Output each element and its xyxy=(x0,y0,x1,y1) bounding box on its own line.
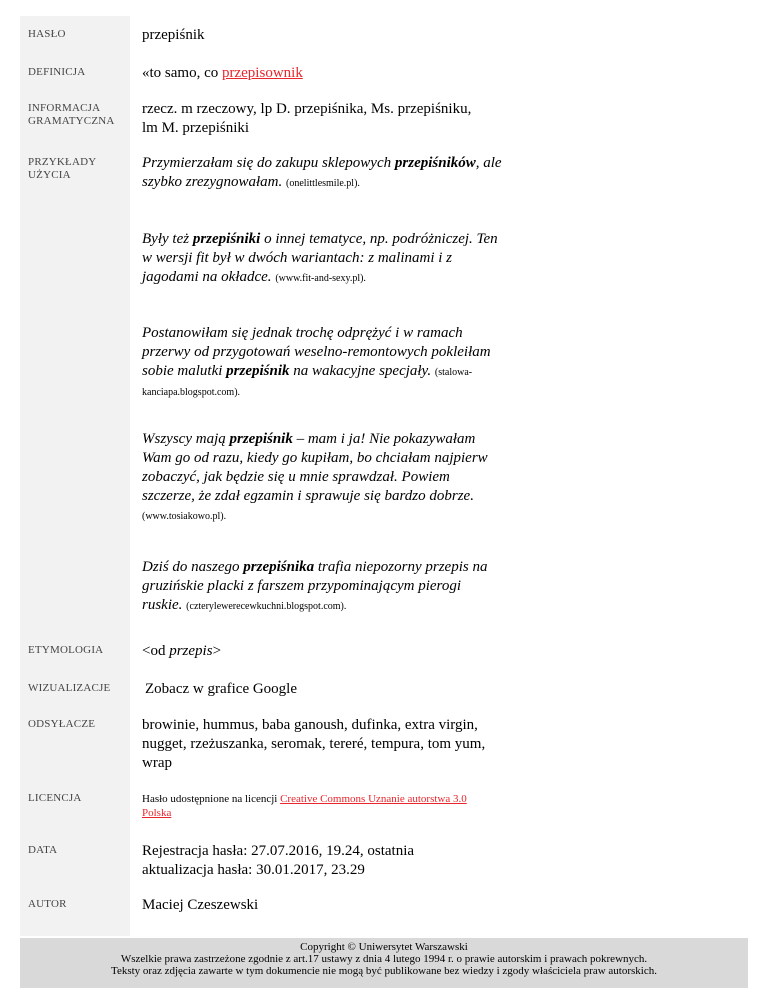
definition-link[interactable]: przepisownik xyxy=(222,65,303,81)
label-odsylacze: ODSYŁACZE xyxy=(28,718,96,730)
footer-line-2: Wszelkie prawa zastrzeżone zgodnie z art.17 ustawy z dnia 4 lutego 1994 r. o prawie autorskim i prawach pokrewnych. xyxy=(120,953,648,965)
footer-line-3: Teksty oraz zdjęcia zawarte w tym dokumencie nie mogą być publikowane bez wiedzy i zgody właściciela praw autorskich. xyxy=(111,965,657,977)
label-przyklady: PRZYKŁADY UŻYCIA xyxy=(28,156,97,181)
license: Hasło udostępnione na licencji Creative Commons Uznanie autorstwa 3.0 Polska xyxy=(142,793,467,819)
example-4: Wszyscy mają przepiśnik – mam i ja! Nie pokazywałam Wam go od razu, kiedy go kupiłam, bo chciałam najpierw zobaczyć, jak będzie się u mnie sprawdzał. Powiem szczerze, że zdał egzamin i sprawuje się bardzo dobrze. (www.tosiakowo.pl). xyxy=(142,431,488,522)
label-autor: AUTOR xyxy=(28,898,67,910)
example-2: Były też przepiśniki o innej tematyce, np. podróżniczej. Ten w wersji fit był w dwóch wariantach: z malinami i z jagodami na okładce. (www.fit-and-sexy.pl). xyxy=(142,231,498,285)
label-informacja: INFORMACJA GRAMATYCZNA xyxy=(28,102,115,127)
footer-line-1: Copyright © Uniwersytet Warszawski xyxy=(300,941,468,953)
example-source: (onelittlesmile.pl). xyxy=(286,178,360,189)
google-images-link[interactable]: Zobacz w grafice Google xyxy=(145,681,298,697)
etymology: <od przepis> xyxy=(142,643,222,659)
example-source: (www.fit-and-sexy.pl). xyxy=(275,273,366,284)
label-haslo: HASŁO xyxy=(28,28,66,40)
label-definicja: DEFINICJA xyxy=(28,66,86,78)
label-etymologia: ETYMOLOGIA xyxy=(28,644,104,656)
grammar-line-2: lm M. przepiśniki xyxy=(142,120,250,136)
example-3: Postanowiłam się jednak trochę odprężyć i w ramach przerwy od przygotowań weselno-remontowych pokleiłam sobie malutki przepiśnik na wakacyjne specjały. (stalowa-kanciapa.blogspot.com). xyxy=(142,325,491,398)
example-1: Przymierzałam się do zakupu sklepowych przepiśników, ale szybko zrezygnowałam. (onelittlesmile.pl). xyxy=(142,155,502,190)
license-link[interactable]: Creative Commons Uznanie autorstwa 3.0 Polska xyxy=(142,793,467,819)
label-wizualizacje: WIZUALIZACJE xyxy=(28,682,111,694)
example-source: (stalowa-kanciapa.blogspot.com). xyxy=(142,367,473,398)
copyright-footer xyxy=(20,938,748,988)
author: Maciej Czeszewski xyxy=(142,897,259,913)
example-source: (czterylewerecewkuchni.blogspot.com). xyxy=(186,601,347,612)
example-source: (www.tosiakowo.pl). xyxy=(142,511,227,522)
label-licencja: LICENCJA xyxy=(28,792,82,804)
grammar-line-1: rzecz. m rzeczowy, lp D. przepiśnika, Ms. przepiśniku, xyxy=(142,101,472,117)
dates: Rejestracja hasła: 27.07.2016, 19.24, ostatnia aktualizacja hasła: 30.01.2017, 23.29 xyxy=(142,843,415,878)
cross-references: browinie, hummus, baba ganoush, dufinka, extra virgin, nugget, rzeżuszanka, seromak, tereré, tempura, tom yum, wrap xyxy=(142,717,486,771)
definition xyxy=(142,64,502,83)
example-5: Dziś do naszego przepiśnika trafia niepozorny przepis na gruzińskie placki z farszem przypominającym pierogi ruskie. (czterylewerecewkuchni.blogspot.com). xyxy=(142,559,488,613)
definition-text: «to samo, co xyxy=(142,65,222,81)
headword: przepiśnik xyxy=(142,27,205,43)
grammar-info xyxy=(142,100,522,138)
label-data: DATA xyxy=(28,844,58,856)
